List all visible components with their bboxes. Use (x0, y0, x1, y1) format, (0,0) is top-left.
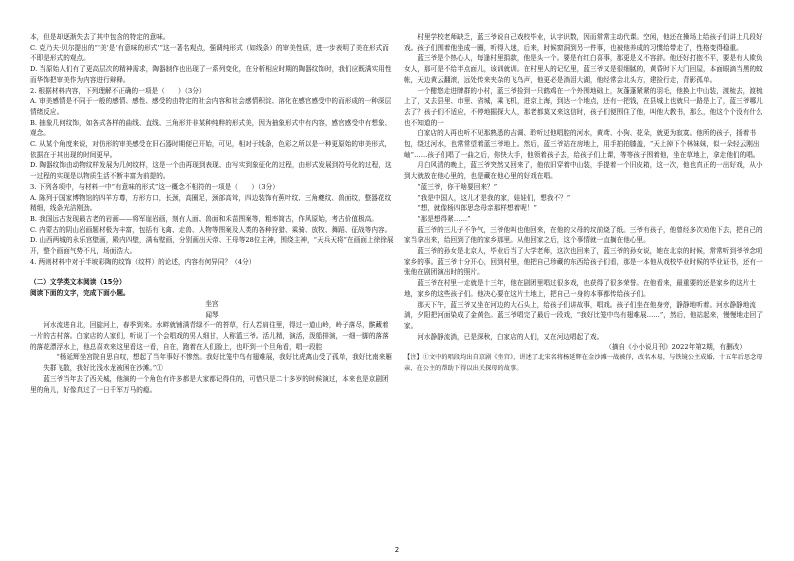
q3-option-d: D. 山西两城的永乐宫壁画，殿内四壁，满布壁画，分别画出天帝、王母等28位主神，围绕主神，“天兵天将”在画面上徐徐展开，整个画面气势不凡，场面浩大。 (30, 236, 394, 256)
footnote: 【注】①文中的唱段均出自京剧《坐宫》，讲述了北宋名将杨延辉在金沙滩一战被俘，改名木易，与铁镜公主成婚，十五年后思念母亲，在公主的帮助下得以出关探母的故事。 (404, 354, 763, 372)
left-column (30, 32, 394, 395)
option-d: D. 当原始人们有了更高层次的精神需求，陶器制作也出现了一系列变化，在分析相应时期的陶器纹饰时，我们应既满实用性而华饰把审美作为内容进行辩释。 (30, 65, 392, 84)
paragraph: 本，但是却逐渐失去了其中包含的特定的意味。 (30, 33, 170, 41)
section-heading: （二）文学类文本阅读（15分） (30, 278, 126, 287)
section-instruction: 阅读下面的文字，完成下面小题。 (30, 289, 130, 298)
story-paragraph: 河水静静流淌，已是深秋，白家店的人们，又在河边唱起了戏。 (417, 332, 604, 341)
story-paragraph: 蓝三爷当年去了西关城，他演的一个角色有许多都是大家都记得住的，可惜只是二十多岁的时候演过，本来也是京剧团里的角儿，好像真过了一日千军万马的瘾。 (30, 374, 389, 394)
dialogue-line: “想，就像杨四郎思念母亲那样想着呢！” (417, 204, 537, 213)
story-paragraph: 蓝三爷的三儿子不争气，三爷他叫也他回来，在他的父母的坟前烧了纸。三爷有孩子，他曾经多次劝他下去，把自己的家当拿出来，给回到了他的家乡那里。从他回家之后，这个事情就一直搁在他心里。 (404, 225, 763, 245)
question-4: 4. 两则材料中对于半坡彩陶的纹饰（纹样）的论述，内容有何异同？（4分） (30, 257, 256, 266)
story-title: 坐宫 (205, 299, 219, 308)
right-column (404, 32, 766, 375)
source-citation: （摘自《小小说月刊》2022年第2期，有删改） (605, 343, 746, 352)
story-paragraph: 月白风清的晚上，蓝三爷突然又回来了，他依旧穿着中山装，手提着一个旧皮箱，这一次，他也真正的一出好戏，从小到大就放在他心里的，也是藏在他心里的好戏在唱。 (404, 161, 763, 181)
story-paragraph: 白家店的人再也听不见那熟悉的吉调、聆听过他唱腔的河水，黄鸢、小狗、花朵，就更为寂寞。他所的孩子，扬着书包，绕过河水，也常常望着蓝三爷地上。然后，蓝三爷站在房地上，用手拍拍膝盖，“天上掉下个林妹妹，似一朵轻云刚出岫”……孩子们唱了一曲之后，你快大手，他领着孩子去，给孩子们上课，等等孩子围着他，坐在草地上，拿走他们的唱。 (404, 129, 760, 159)
story-paragraph: 蓝三爷的孙女是北京人，毕业后当了大学老师，这次也回来了，蓝三爷的孙女说，她在北京的时候，常常听到爷爷念叨家乡的事。蓝三爷十分开心，回到村里，他把自己珍藏的东西给孩子们看，那是一本他从戏校毕业时候的毕业证书，还有一张他在剧团演出时的照片。 (404, 247, 763, 277)
q2-option-d: D. 陶器纹饰由动物纹样发展为几何纹样，这是一个由再现到表现、由写实到象征化的过程，由形式发展到符号化的过程，这一过程的实现是以物质生活不断丰富为前提的。 (30, 161, 392, 181)
question-2: 2. 根据材料内容，下列理解不正确的一项是（ ）（3分） (30, 86, 206, 95)
story-paragraph: 河水流进自北，回旋河上，春季到来。水畔就铺满青绿不一的苔草，行人若肩往里，得过一道山岭，岭子落尽，髌藏着一片的古村落。白家店的人家们，听说丁一个会唱戏的男人细甘，人称篮三爷。活儿精，演活，泼船排演，一细一脚的落落的落花漂浮水上，他总喜欢来这里看这一看，自在，跑着在人们脸上，也吓到一个旦角看，唱一段腔 (30, 321, 389, 351)
opera-lyrics: “杨延辉坐宫院自思自叹，想起了当年事好不惨然。我好比笼中鸟有翅难展，我好比虎离山受了孤单，我好比南来雁失群飞散，我好比浅水龙被困在沙滩。”① (43, 353, 392, 373)
spacer (30, 267, 394, 277)
dialogue-line: “蓝三爷，你干啥要回来？” (417, 182, 498, 191)
story-paragraph: 蓝三爷是个热心人，每逢村里捐款，他是头一个。要是有红白喜事，那更是义不容辞。他还好打抱不平，要是有人欺负女人，那可是不给半点面儿，该训就训。在村里人的记忆里，蓝三爷又是很细腻的，黄昏时下大门回屋，本面眼滴当黑的蚊帐，天边黄云翻滚，远处传来夹杂的飞鸟声，他更必是淌泪大湖，他经常会北头方，建捡行走，背影孤单。 (404, 54, 763, 84)
dialogue-line: “我是中国人，这儿才是我的家，娃娃们，想我不？” (417, 193, 571, 202)
story-paragraph: 一个酣悠走进牌群的小村，蓝三爷捡到一只鹤鸡在一个外围地础上，灰蓬蓬紧紧的羽毛，他换上中山装，渡梳去，渡梳上了，又去县里、市里、省城，乘飞机，进京上海，到达一个地点，还有一把钱，在县城上也就只一路是上了，蓝三爷哪儿去了？孩子们不适应，不停地掘探大人，那老都莫又来这信时，孩子们便围住了他，叫他大教书，那么，他这个个没有什么也不知道的一 (404, 86, 763, 127)
story-paragraph: 蓝三爷在村里一走就是十三年，他在剧团里唱过很多戏，也获得了很多荣誉。在他看来，最重要的还是家乡的这片土地，家乡的这些孩子们。他决心要在这片土地上，把自己一身的本事都传给孩子们。 (404, 279, 757, 298)
question-3: 3. 下列各项中，与材料一中“有意味的形式”这一概念不相符的一项是（ ）（3分） (30, 182, 279, 191)
q2-option-c: C. 从某个角度来说，对仿形的审美感受在旧石器时期便已开始，可见，相对于线条，色彩之所以是一种更原始的审美形式，依据在于其出现的时间更早。 (30, 140, 392, 159)
page-number: 2 (394, 546, 400, 554)
q3-option-b: B. 我国远古发现最古老的岩画——将军崖岩画，刻有人面、兽面和禾苗图案等，粗率简古，作风原始，考古价值极高。 (30, 214, 379, 223)
story-author: 闻琴 (205, 310, 219, 319)
q3-option-a: A. 陈列于国家博物馆的四羊方尊，方形方口，长颈，高圈足，颈部高耸，四边装饰有蕉叶纹、三角夔纹、兽面纹，整器花纹精细，线条光洁刚劲。 (30, 193, 392, 213)
dialogue-line: “那是想得紧……” (417, 214, 471, 223)
story-paragraph: 那天下午，蓝三爷又坐在河边的大石头上，给孩子们讲故事，唱戏。孩子们坐在他身旁，静静地听着。河水静静地流淌，夕阳把河面染成了金黄色。蓝三爷唱完了最后一段戏，“我好比笼中鸟有翅难展……”，然后，他站起来，慢慢地走回了家。 (404, 300, 763, 330)
q2-option-b: B. 抽象几何纹饰，如各式各样的曲线、直线、三角形并非某种纯粹的形式美，因为抽象形式中有内容，感官感受中有想象、观念。 (30, 118, 392, 138)
q3-option-c: C. 内蒙古的阴山岩画题材极为丰富，包括有飞禽、走兽、人物等图案及人类的各种狩猎、乘骑、放牧、舞蹈、征战等内容。 (30, 225, 392, 234)
option-c: C. 克乃夫·贝尔提出的“‘美’是‘有意味的形式’”这一著名观点，强调纯形式（如线条）的审美性质，进一步表明了美在形式而不即是形式的观点。 (30, 43, 389, 63)
q2-option-a: A. 审美感情是不同于一般的感情、感性、感受的由特定的社会内容和社会感情积淀、溶化在感官感受中的而形成的一种深层情绪反应。 (30, 97, 392, 116)
story-paragraph: 村里学校老师缺乏，蓝三爷说自己戏校毕业，认字识数，因而常常主动代课。空闲，他还在操场上给孩子们讲上几段好戏。孩子们围着他坐成一圈，听得入迷，后来，时候窗洞到另一件事，也被他养成的习惯给带走了，性格变得稳重。 (404, 33, 763, 52)
